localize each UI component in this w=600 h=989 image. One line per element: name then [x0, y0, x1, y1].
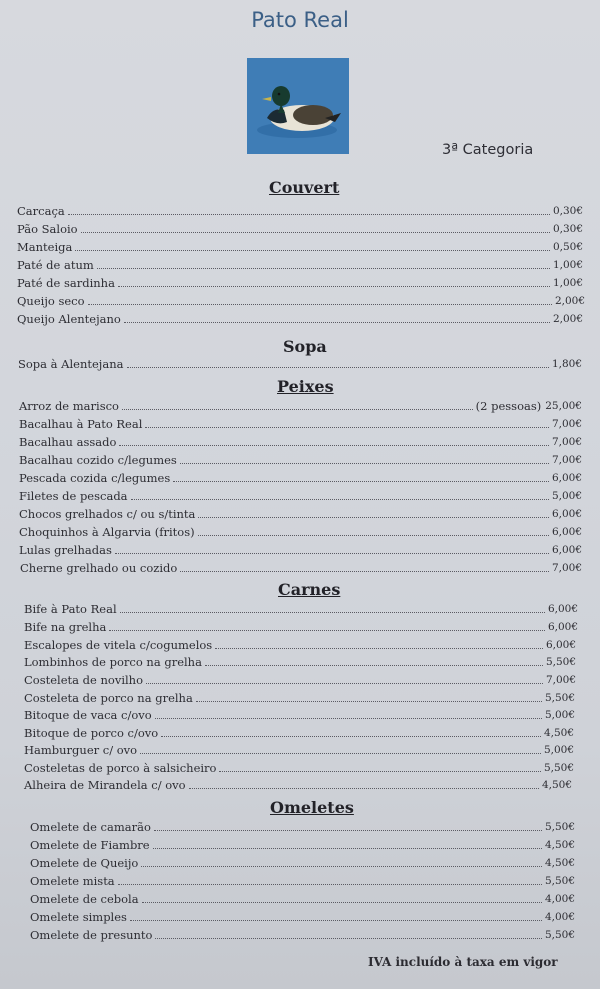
- item-name: Omelete de camarão: [30, 820, 151, 834]
- item-price: 5,50€: [544, 875, 575, 887]
- section-title-peixes: Peixes: [277, 377, 334, 396]
- menu-item: [24, 637, 576, 652]
- item-price: 5,50€: [544, 929, 575, 941]
- dot-leader: [154, 830, 542, 831]
- item-price: 6,00€: [545, 639, 576, 651]
- item-price: 5,50€: [544, 692, 575, 704]
- item-price: 7,00€: [551, 436, 582, 448]
- item-price: 6,00€: [551, 472, 582, 484]
- menu-item: [30, 909, 575, 924]
- menu-item: [24, 777, 572, 792]
- dot-leader: [155, 718, 542, 719]
- item-price: 0,30€: [552, 205, 583, 217]
- item-name: Bacalhau assado: [19, 435, 117, 449]
- menu-item: [19, 542, 582, 557]
- menu-item: [17, 257, 583, 272]
- menu-item: [30, 927, 575, 942]
- item-price: 6,00€: [547, 603, 578, 615]
- menu-item: [30, 855, 575, 870]
- dot-leader: [198, 517, 549, 518]
- section-title-omeletes: Omeletes: [270, 798, 354, 817]
- dot-leader: [122, 409, 473, 410]
- item-name: Queijo seco: [17, 294, 85, 308]
- item-price: 5,50€: [544, 821, 575, 833]
- dot-leader: [141, 866, 542, 867]
- menu-item: [20, 560, 582, 575]
- menu-item: [19, 470, 582, 485]
- item-name: Omelete de presunto: [30, 928, 153, 942]
- item-price: 4,50€: [541, 779, 572, 791]
- item-price: 0,30€: [552, 223, 583, 235]
- item-name: Pão Saloio: [17, 222, 78, 236]
- item-name: Bacalhau cozido c/legumes: [19, 453, 177, 467]
- menu-item: [24, 601, 578, 616]
- dot-leader: [115, 553, 549, 554]
- dot-leader: [124, 322, 550, 323]
- item-price: 4,00€: [544, 911, 575, 923]
- item-price: 1,80€: [551, 358, 582, 370]
- dot-leader: [173, 481, 549, 482]
- dot-leader: [130, 920, 542, 921]
- item-name: Costeletas de porco à salsicheiro: [24, 761, 217, 775]
- menu-item: [19, 452, 582, 467]
- item-price: 7,00€: [551, 562, 582, 574]
- item-name: Cherne grelhado ou cozido: [20, 561, 178, 575]
- menu-item: [19, 506, 582, 521]
- menu-item: [24, 690, 575, 705]
- item-price: 2,00€: [554, 295, 585, 307]
- item-price: 5,50€: [543, 762, 574, 774]
- menu-item: [19, 416, 582, 431]
- item-price: 5,00€: [544, 709, 575, 721]
- dot-leader: [189, 788, 539, 789]
- menu-item: [19, 524, 582, 539]
- item-name: Hamburguer c/ ovo: [24, 743, 138, 757]
- dot-leader: [196, 701, 542, 702]
- menu-item: [24, 654, 576, 669]
- item-name: Chocos grelhados c/ ou s/tinta: [19, 507, 196, 521]
- dot-leader: [120, 612, 545, 613]
- item-price: 6,00€: [551, 508, 582, 520]
- menu-item: [19, 488, 582, 503]
- item-name: Bife à Pato Real: [24, 602, 117, 616]
- menu-item: [19, 398, 582, 413]
- item-price: 6,00€: [551, 526, 582, 538]
- dot-leader: [145, 427, 549, 428]
- tax-note: IVA incluído à taxa em vigor: [368, 955, 558, 969]
- item-name: Escalopes de vitela c/cogumelos: [24, 638, 213, 652]
- dot-leader: [118, 884, 542, 885]
- item-name: Paté de atum: [17, 258, 94, 272]
- item-price: 4,50€: [543, 727, 574, 739]
- item-name: Bitoque de porco c/ovo: [24, 726, 159, 740]
- menu-item: [18, 356, 582, 371]
- menu-item: [24, 619, 578, 634]
- menu-item: [17, 203, 583, 218]
- item-price: 25,00€: [545, 400, 582, 412]
- item-name: Omelete mista: [30, 874, 115, 888]
- menu-item: [17, 293, 585, 308]
- dot-leader: [153, 848, 542, 849]
- dot-leader: [75, 250, 550, 251]
- item-name: Omelete de cebola: [30, 892, 139, 906]
- item-name: Lombinhos de porco na grelha: [24, 655, 202, 669]
- item-price: 4,50€: [544, 857, 575, 869]
- item-name: Omelete simples: [30, 910, 127, 924]
- dot-leader: [205, 665, 543, 666]
- restaurant-name: Pato Real: [251, 8, 349, 32]
- dot-leader: [142, 902, 542, 903]
- dot-leader: [118, 286, 550, 287]
- item-price: 4,50€: [544, 839, 575, 851]
- dot-leader: [180, 463, 549, 464]
- dot-leader: [109, 630, 545, 631]
- item-name: Costeleta de novilho: [24, 673, 144, 687]
- dot-leader: [97, 268, 550, 269]
- dot-leader: [119, 445, 549, 446]
- menu-item: [24, 725, 574, 740]
- item-price: 2,00€: [552, 313, 583, 325]
- item-price: 0,50€: [552, 241, 583, 253]
- item-price: 7,00€: [551, 454, 582, 466]
- item-note: (2 pessoas): [475, 399, 542, 413]
- duck-photo: [247, 58, 349, 154]
- item-price: 6,00€: [551, 544, 582, 556]
- dot-leader: [81, 232, 550, 233]
- item-price: 4,00€: [544, 893, 575, 905]
- menu-item: [17, 275, 583, 290]
- item-name: Omelete de Fiambre: [30, 838, 150, 852]
- menu-item: [19, 434, 582, 449]
- item-name: Carcaça: [17, 204, 65, 218]
- dot-leader: [180, 571, 549, 572]
- menu-item: [30, 891, 575, 906]
- item-name: Manteiga: [17, 240, 73, 254]
- item-name: Pescada cozida c/legumes: [19, 471, 171, 485]
- menu-item: [24, 760, 574, 775]
- menu-item: [30, 819, 575, 834]
- dot-leader: [140, 753, 541, 754]
- item-name: Choquinhos à Algarvia (fritos): [19, 525, 195, 539]
- item-name: Costeleta de porco na grelha: [24, 691, 193, 705]
- item-name: Arroz de marisco: [19, 399, 119, 413]
- dot-leader: [146, 683, 543, 684]
- dot-leader: [127, 367, 549, 368]
- item-price: 6,00€: [547, 621, 578, 633]
- item-price: 5,00€: [543, 744, 574, 756]
- section-title-sopa: Sopa: [283, 337, 327, 356]
- item-price: 5,00€: [551, 490, 582, 502]
- item-name: Paté de sardinha: [17, 276, 115, 290]
- menu-item: [30, 837, 575, 852]
- item-price: 7,00€: [545, 674, 576, 686]
- menu-item: [30, 873, 575, 888]
- menu-item: [24, 672, 576, 687]
- dot-leader: [215, 648, 543, 649]
- item-price: 5,50€: [545, 656, 576, 668]
- item-name: Sopa à Alentejana: [18, 357, 124, 371]
- item-name: Omelete de Queijo: [30, 856, 139, 870]
- dot-leader: [131, 499, 549, 500]
- item-name: Bacalhau à Pato Real: [19, 417, 143, 431]
- dot-leader: [88, 304, 552, 305]
- dot-leader: [161, 736, 541, 737]
- item-name: Queijo Alentejano: [17, 312, 121, 326]
- item-name: Filetes de pescada: [19, 489, 128, 503]
- section-title-couvert: Couvert: [269, 178, 340, 197]
- section-title-carnes: Carnes: [278, 580, 341, 599]
- menu-item: [17, 221, 583, 236]
- item-price: 1,00€: [552, 259, 583, 271]
- item-name: Bife na grelha: [24, 620, 107, 634]
- item-price: 7,00€: [551, 418, 582, 430]
- menu-item: [24, 742, 574, 757]
- item-price: 1,00€: [552, 277, 583, 289]
- menu-item: [17, 311, 583, 326]
- category-label: 3ª Categoria: [442, 142, 534, 158]
- menu-item: [24, 707, 575, 722]
- item-name: Lulas grelhadas: [19, 543, 112, 557]
- menu-item: [17, 239, 583, 254]
- dot-leader: [219, 771, 540, 772]
- item-name: Alheira de Mirandela c/ ovo: [24, 778, 186, 792]
- dot-leader: [68, 214, 550, 215]
- item-name: Bitoque de vaca c/ovo: [24, 708, 152, 722]
- dot-leader: [198, 535, 549, 536]
- dot-leader: [155, 938, 541, 939]
